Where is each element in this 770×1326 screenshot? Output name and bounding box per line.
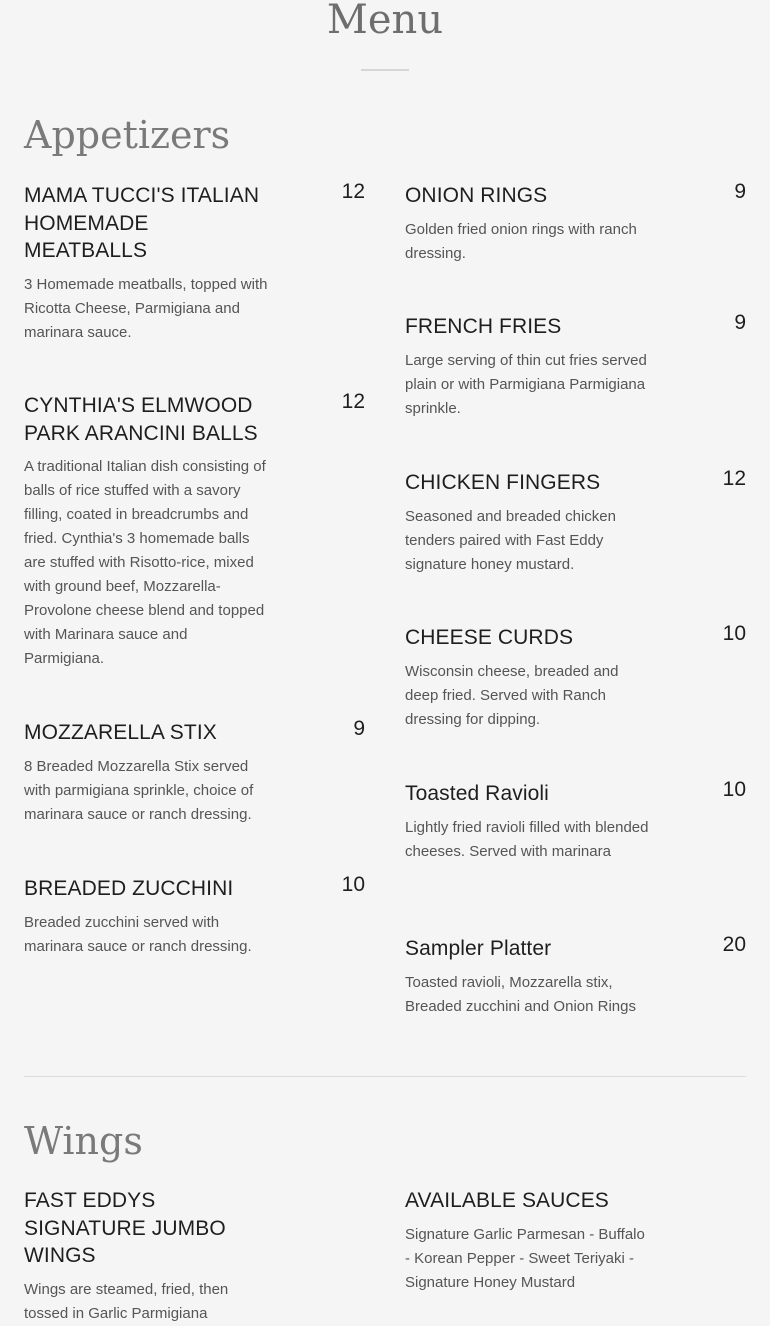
item-name: FAST EDDYS SIGNATURE JUMBO WINGS [24,1189,226,1267]
menu-item-cheese-curds [405,624,746,732]
menu-item-mozzarella-stix [24,719,365,827]
item-description: Wings are steamed, fried, then tossed in Garlic Parmigiana [24,1280,229,1322]
page-title: Menu [326,0,444,43]
item-price: 12 [341,390,365,413]
item-name: CHICKEN FINGERS [405,471,601,494]
item-price: 12 [341,180,365,203]
item-price: 12 [722,467,746,490]
item-price: 10 [722,622,746,645]
item-price: 9 [734,311,746,334]
item-price: 20 [722,933,746,956]
item-description: Golden fried onion rings with ranch dressing. [405,220,637,262]
item-name: FRENCH FRIES [405,315,562,338]
title-divider [361,69,409,71]
item-description: Lightly fried ravioli filled with blended cheeses. Served with marinara [405,818,649,860]
item-description: 3 Homemade meatballs, topped with Ricotta Cheese, Parmigiana and marinara sauce. [24,275,268,341]
item-description: Large serving of thin cut fries served plain or with Parmigiana Parmigiana sprinkle. [405,351,647,417]
item-name: AVAILABLE SAUCES [405,1189,609,1212]
item-description: Seasoned and breaded chicken tenders paired with Fast Eddy signature honey mustard. [405,507,616,573]
item-description: Toasted ravioli, Mozzarella stix, Breaded zucchini and Onion Rings [405,973,636,1015]
menu-item-sampler-platter [405,935,746,1019]
menu-item-onion-rings [405,182,746,266]
item-name: MOZZARELLA STIX [24,721,217,744]
section-divider [24,1076,746,1077]
menu-item-chicken-fingers [405,469,746,577]
section-heading-appetizers: Appetizers [24,113,231,157]
item-description: Wisconsin cheese, breaded and deep fried. Served with Ranch dressing for dipping. [405,662,619,728]
item-name: Sampler Platter [405,937,552,960]
item-price: 9 [734,180,746,203]
item-price: 10 [341,873,365,896]
item-description: Breaded zucchini served with marinara sauce or ranch dressing. [24,913,252,955]
item-description: Signature Garlic Parmesan - Buffalo - Korean Pepper - Sweet Teriyaki - Signature Honey Mustard [405,1225,645,1291]
menu-item-toasted-ravioli [405,780,746,864]
menu-item-meatballs [24,182,365,345]
menu-item-available-sauces [405,1187,746,1295]
item-description: 8 Breaded Mozzarella Stix served with parmigiana sprinkle, choice of marinara sauce or ranch dressing. [24,757,254,823]
menu-item-jumbo-wings [24,1187,365,1326]
item-price: 9 [353,717,365,740]
menu-item-breaded-zucchini [24,875,365,959]
item-name: ONION RINGS [405,184,548,207]
item-description: A traditional Italian dish consisting of balls of rice stuffed with a savory filling, coated in breadcrumbs and fried. Cynthia's 3 homemade balls are stuffed with Risotto-rice, mixed with ground beef, Mozzarella-Provolone cheese blend and topped with Marinara sauce and Parmigiana. [24,458,266,667]
item-name: CHEESE CURDS [405,626,574,649]
item-name: CYNTHIA'S ELMWOOD PARK ARANCINI BALLS [24,394,258,445]
menu-item-arancini-balls [24,392,365,671]
item-name: Toasted Ravioli [405,782,549,805]
item-name: BREADED ZUCCHINI [24,877,234,900]
menu-item-french-fries [405,313,746,421]
item-price: 10 [722,778,746,801]
section-heading-wings: Wings [24,1119,143,1163]
item-name: MAMA TUCCI'S ITALIAN HOMEMADE MEATBALLS [24,184,260,262]
